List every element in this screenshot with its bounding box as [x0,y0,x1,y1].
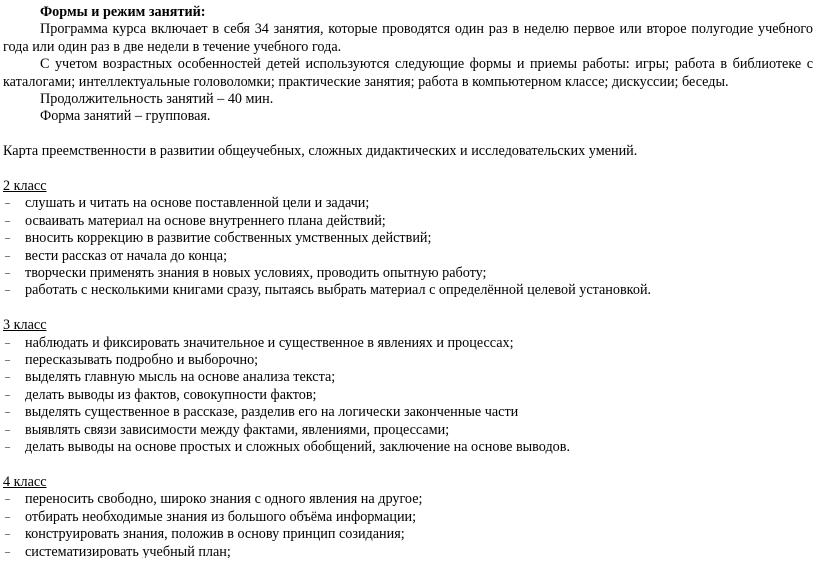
spacer [3,161,813,178]
dash-icon: – [5,424,10,436]
list-item: – слушать и читать на основе поставленной цели и задачи; [5,195,370,212]
section-title-grade-2: 2 класс [3,178,47,195]
list-item: – вести рассказ от начала до конца; [5,247,228,264]
spacer [3,300,813,317]
dash-icon: – [5,442,10,454]
dash-icon: – [5,250,10,262]
list-item: – пересказывать подробно и выборочно; [5,352,259,369]
dash-icon: – [5,285,10,297]
list-item: – отбирать необходимые знания из большого объёма информации; [5,508,417,525]
list-item: – работать с несколькими книгами сразу, пытаясь выбрать материал с определённой целевой установкой. [5,282,652,299]
dash-icon: – [5,233,10,245]
list-item: – конструировать знания, положив в основу принцип созидания; [5,526,405,543]
dash-icon: – [5,529,10,541]
spacer [3,457,813,474]
section-title-grade-4: 4 класс [3,473,47,490]
dash-icon: – [5,511,10,523]
map-title: Карта преемственности в развитии общеучебных, сложных дидактических и исследовательских умений. [3,143,638,160]
list-item: – переносить свободно, широко знания с одного явления на другое; [5,491,423,508]
dash-icon: – [5,355,10,367]
dash-icon: – [5,546,10,558]
list-item: – осваивать материал на основе внутреннего плана действий; [5,212,386,229]
list-item: – выделять существенное в рассказе, разделив его на логически законченные части [5,404,519,421]
dash-icon: – [5,268,10,280]
list-item: – систематизировать учебный план; [3,544,813,558]
dash-icon: – [5,389,10,401]
form-line: Форма занятий – групповая. [40,108,211,125]
list-item: – делать выводы на основе простых и сложных обобщений, заключение на основе выводов. [5,439,571,456]
skills-list-grade-3 [3,335,813,457]
list-item: – выделять главную мысль на основе анализа текста; [5,369,336,386]
duration-line: Продолжительность занятий – 40 мин. [40,91,274,108]
methods-paragraph: С учетом возрастных особенностей детей используются следующие формы и приемы работы: игры; работа в библиотеке с каталогами; интеллектуальные головоломки; практические занятия; работа в компьютерном классе; дискуссии; беседы. [3,56,813,90]
page-heading: Формы и режим занятий: [40,4,206,20]
list-item: – вносить коррекцию в развитие собственных умственных действий; [5,230,432,247]
dash-icon: – [5,494,10,506]
dash-icon: – [5,337,10,349]
list-item: – делать выводы из фактов, совокупности фактов; [5,386,317,403]
list-item: – выявлять связи зависимости между фактами, явлениями, процессами; [5,421,450,438]
dash-icon: – [5,198,10,210]
skills-list-grade-4 [3,491,813,557]
spacer [3,126,813,143]
section-title-grade-3: 3 класс [3,317,47,334]
skills-list-grade-2 [3,195,813,299]
list-item: – творчески применять знания в новых условиях, проводить опытную работу; [5,265,487,282]
dash-icon: – [5,372,10,384]
course-paragraph: Программа курса включает в себя 34 занятия, которые проводятся один раз в неделю первое или второе полугодие учебного года или один раз в две недели в течение учебного года. [3,21,813,55]
list-item: – наблюдать и фиксировать значительное и существенное в явлениях и процессах; [5,334,514,351]
dash-icon: – [5,215,10,227]
dash-icon: – [5,407,10,419]
